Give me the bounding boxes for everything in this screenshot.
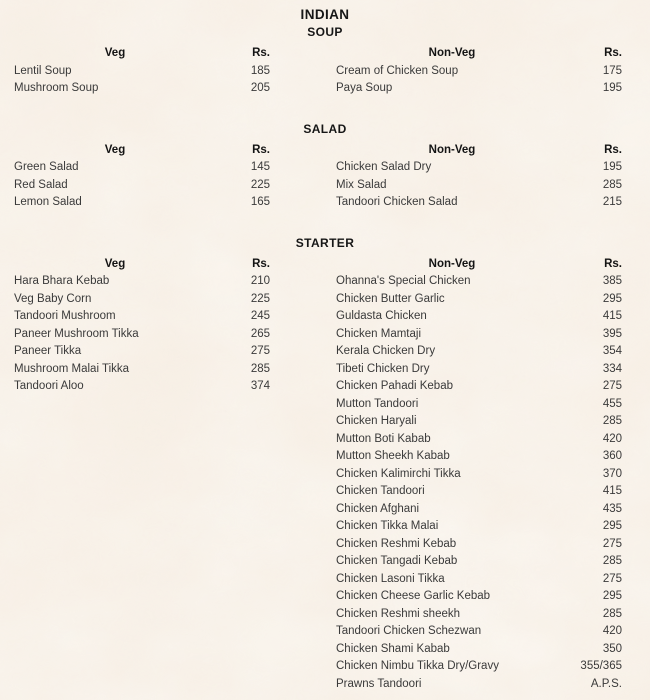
nonveg-column (336, 256, 622, 694)
menu-item-row (336, 571, 622, 589)
item-name: Chicken Reshmi Kebab (336, 537, 457, 550)
menu-item-row (336, 606, 622, 624)
item-price: 295 (602, 292, 622, 305)
item-price: 360 (602, 450, 622, 462)
menu-item-row (336, 308, 622, 326)
item-price: 334 (602, 362, 622, 375)
item-name: Green Salad (14, 161, 79, 173)
item-price: 215 (602, 196, 622, 208)
menu-item-row (336, 536, 622, 554)
item-name: Chicken Pahadi Kebab (336, 380, 453, 392)
item-name: Ohanna's Special Chicken (336, 275, 471, 287)
item-name: Paya Soup (336, 82, 393, 94)
item-name: Chicken Afghani (336, 502, 420, 515)
item-name: Mutton Boti Kabab (336, 432, 431, 445)
menu-item-row (336, 194, 622, 212)
nonveg-column (336, 142, 622, 212)
section-columns (14, 256, 622, 694)
item-name: Tandoori Chicken Schezwan (336, 625, 482, 637)
item-name: Red Salad (14, 178, 68, 191)
menu-item-row (336, 159, 622, 177)
section-columns (14, 45, 622, 98)
menu-item-row (336, 518, 622, 536)
menu-item-row (336, 658, 622, 676)
item-name: Hara Bhara Kebab (14, 275, 110, 287)
item-price: 420 (602, 432, 622, 445)
veg-header-row (14, 256, 270, 274)
item-name: Prawns Tandoori (336, 677, 422, 690)
nonveg-header-row (336, 45, 622, 63)
menu-item-row (14, 80, 270, 98)
item-name: Kerala Chicken Dry (336, 345, 436, 357)
menu-item-row (336, 343, 622, 361)
menu-item-row (336, 588, 622, 606)
item-price: 385 (602, 275, 622, 287)
column-header-veg: Veg (104, 47, 126, 59)
item-price: 295 (602, 520, 622, 532)
item-price: 285 (602, 607, 622, 620)
item-name: Chicken Haryali (336, 415, 417, 427)
item-price: A.P.S. (590, 677, 622, 690)
menu-item-row (14, 308, 270, 326)
menu-section-starter (14, 235, 622, 694)
menu-section-salad (14, 121, 622, 212)
veg-column (14, 256, 270, 694)
item-name: Chicken Tikka Malai (336, 520, 439, 532)
item-name: Chicken Kalimirchi Tikka (336, 467, 461, 480)
item-name: Tandoori Mushroom (14, 310, 116, 322)
section-columns (14, 142, 622, 212)
column-header-nonveg: Non-Veg (428, 143, 476, 156)
item-name: Lemon Salad (14, 196, 82, 208)
menu-item-row (336, 177, 622, 195)
item-price: 370 (602, 467, 622, 480)
item-price: 285 (602, 555, 622, 567)
menu-item-row (336, 431, 622, 449)
item-name: Chicken Tandoori (336, 485, 425, 497)
menu-item-row (336, 273, 622, 291)
item-price: 195 (602, 82, 622, 94)
menu-item-row (336, 501, 622, 519)
item-price: 275 (602, 537, 622, 550)
item-price: 295 (602, 590, 622, 602)
item-price: 225 (250, 178, 270, 191)
section-title: SOUP (307, 25, 343, 39)
column-header-price: Rs. (604, 257, 622, 270)
item-price: 415 (602, 310, 622, 322)
menu-item-row (336, 466, 622, 484)
item-name: Veg Baby Corn (14, 292, 92, 305)
item-price: 275 (602, 380, 622, 392)
veg-header-row (14, 142, 270, 160)
menu-item-row (336, 413, 622, 431)
item-name: Tandoori Aloo (14, 380, 84, 392)
column-header-price: Rs. (604, 47, 622, 59)
menu-section-soup (14, 24, 622, 98)
item-price: 205 (250, 82, 270, 94)
column-header-price: Rs. (252, 257, 270, 270)
item-name: Lentil Soup (14, 64, 72, 77)
menu-item-row (336, 641, 622, 659)
item-name: Mutton Sheekh Kabab (336, 450, 450, 462)
menu-item-row (14, 177, 270, 195)
column-header-nonveg: Non-Veg (428, 47, 476, 59)
menu-item-row (14, 326, 270, 344)
menu-item-row (14, 159, 270, 177)
column-header-price: Rs. (252, 47, 270, 59)
item-price: 175 (602, 64, 622, 77)
item-name: Guldasta Chicken (336, 310, 427, 322)
item-price: 245 (250, 310, 270, 322)
section-title: STARTER (295, 235, 355, 250)
menu-item-row (336, 291, 622, 309)
item-name: Mushroom Malai Tikka (14, 362, 130, 375)
item-name: Cream of Chicken Soup (336, 64, 459, 77)
item-price: 355/365 (580, 660, 622, 672)
column-header-veg: Veg (104, 143, 126, 156)
item-name: Mushroom Soup (14, 82, 99, 94)
item-name: Mix Salad (336, 178, 387, 191)
item-price: 395 (602, 327, 622, 340)
menu-item-row (14, 63, 270, 81)
item-price: 185 (250, 64, 270, 77)
nonveg-header-row (336, 256, 622, 274)
item-name: Chicken Tangadi Kebab (336, 555, 458, 567)
item-name: Chicken Shami Kabab (336, 642, 450, 655)
item-price: 265 (250, 327, 270, 340)
menu-item-row (336, 553, 622, 571)
menu-item-row (14, 273, 270, 291)
veg-column (14, 45, 270, 98)
item-name: Chicken Cheese Garlic Kebab (336, 590, 491, 602)
menu-item-row (336, 676, 622, 694)
item-price: 210 (250, 275, 270, 287)
menu-item-row (336, 80, 622, 98)
menu-item-row (336, 63, 622, 81)
item-name: Paneer Tikka (14, 345, 82, 357)
menu-item-row (14, 194, 270, 212)
veg-column (14, 142, 270, 212)
menu-item-row (336, 361, 622, 379)
menu-item-row (336, 623, 622, 641)
section-title: SALAD (303, 121, 347, 136)
item-price: 285 (602, 178, 622, 191)
item-price: 354 (602, 345, 622, 357)
item-name: Paneer Mushroom Tikka (14, 327, 139, 340)
item-price: 415 (602, 485, 622, 497)
menu-item-row (14, 343, 270, 361)
item-name: Chicken Salad Dry (336, 161, 432, 173)
item-name: Chicken Butter Garlic (336, 292, 445, 305)
item-price: 285 (602, 415, 622, 427)
item-price: 195 (602, 161, 622, 173)
column-header-price: Rs. (252, 143, 270, 156)
nonveg-header-row (336, 142, 622, 160)
menu-item-row (336, 326, 622, 344)
item-price: 435 (602, 502, 622, 515)
item-price: 420 (602, 625, 622, 637)
menu-item-row (14, 361, 270, 379)
item-name: Chicken Lasoni Tikka (336, 572, 445, 585)
column-header-nonveg: Non-Veg (428, 257, 476, 270)
item-name: Chicken Reshmi sheekh (336, 607, 461, 620)
item-price: 455 (602, 397, 622, 410)
menu-item-row (336, 448, 622, 466)
menu-item-row (336, 396, 622, 414)
item-price: 374 (250, 380, 270, 392)
item-price: 165 (250, 196, 270, 208)
menu-sections (14, 24, 622, 693)
item-price: 275 (602, 572, 622, 585)
menu-item-row (14, 291, 270, 309)
item-name: Chicken Mamtaji (336, 327, 421, 340)
item-price: 285 (250, 362, 270, 375)
menu-item-row (14, 378, 270, 396)
column-header-price: Rs. (604, 143, 622, 156)
page-title: INDIAN (300, 7, 350, 22)
item-name: Tandoori Chicken Salad (336, 196, 458, 208)
item-name: Chicken Nimbu Tikka Dry/Gravy (336, 660, 499, 672)
menu-item-row (336, 378, 622, 396)
menu-item-row (336, 483, 622, 501)
item-price: 225 (250, 292, 270, 305)
item-name: Mutton Tandoori (336, 397, 419, 410)
item-price: 275 (250, 345, 270, 357)
item-price: 350 (602, 642, 622, 655)
item-name: Tibeti Chicken Dry (336, 362, 430, 375)
item-price: 145 (250, 161, 270, 173)
column-header-veg: Veg (104, 257, 126, 270)
veg-header-row (14, 45, 270, 63)
nonveg-column (336, 45, 622, 98)
